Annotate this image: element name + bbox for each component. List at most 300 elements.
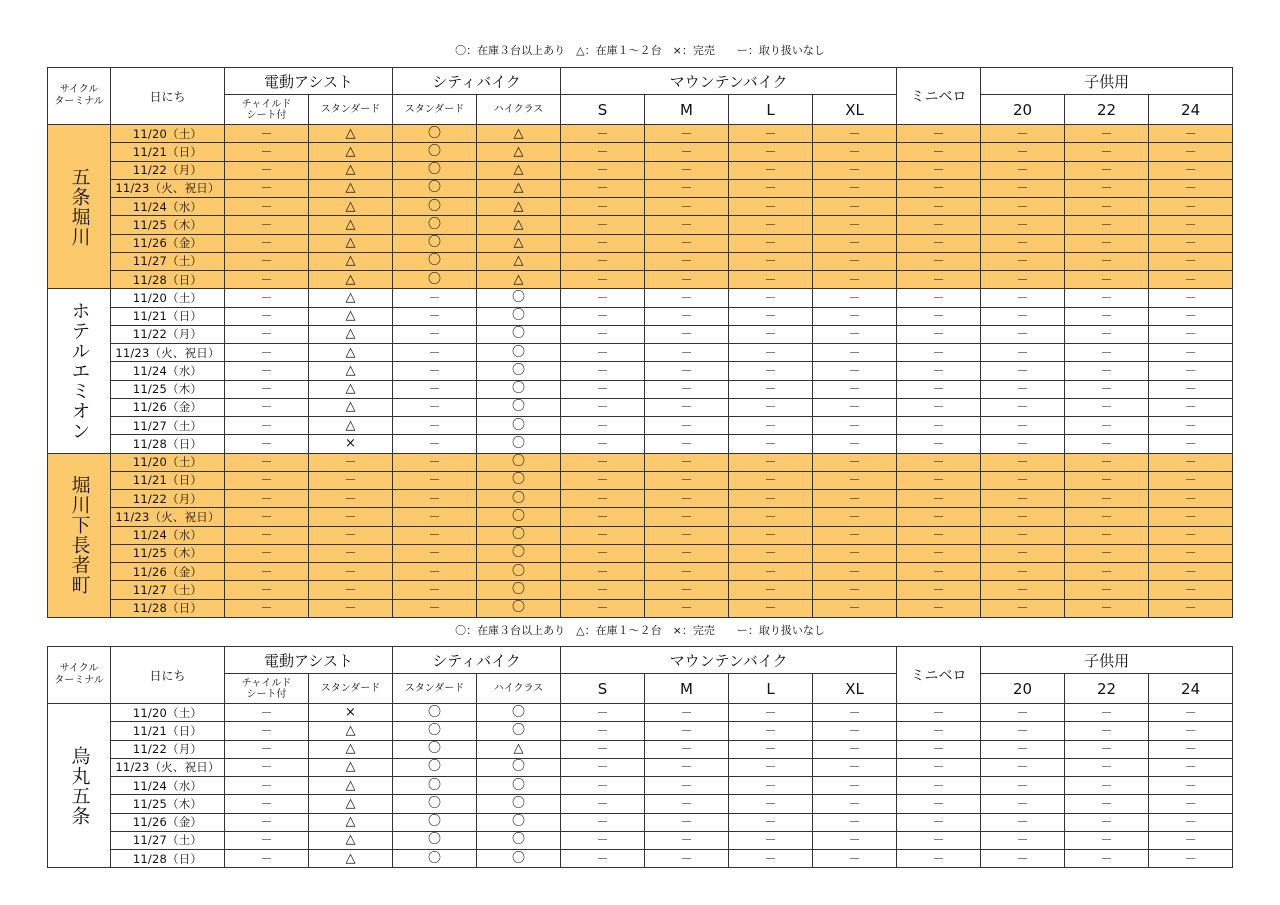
stock-cell: － — [225, 722, 309, 740]
stock-cell: － — [561, 252, 645, 270]
stock-cell: － — [729, 198, 813, 216]
stock-cell: － — [645, 722, 729, 740]
stock-cell: － — [897, 289, 981, 307]
terminal-name-vertical — [48, 746, 110, 826]
stock-cell: △ — [477, 125, 561, 143]
stock-cell: － — [897, 198, 981, 216]
stock-cell: 〇 — [393, 758, 477, 776]
stock-cell: △ — [309, 362, 393, 380]
stock-cell: － — [561, 563, 645, 581]
stock-cell: 〇 — [477, 795, 561, 813]
stock-cell: × — [309, 435, 393, 453]
stock-cell: － — [897, 704, 981, 722]
date-cell: 11/20（土） — [111, 704, 225, 722]
stock-cell: － — [225, 398, 309, 416]
stock-cell: － — [1149, 599, 1233, 617]
header-kids: 子供用 — [981, 647, 1233, 674]
stock-cell: 〇 — [393, 216, 477, 234]
stock-cell: － — [897, 471, 981, 489]
stock-cell: － — [813, 471, 897, 489]
stock-table-1 — [47, 67, 1233, 618]
stock-cell: △ — [309, 289, 393, 307]
stock-cell: － — [897, 490, 981, 508]
header-city: シティバイク — [393, 647, 561, 674]
stock-cell: － — [225, 471, 309, 489]
table-row — [48, 307, 1233, 325]
stock-cell: － — [729, 234, 813, 252]
stock-cell: － — [561, 795, 645, 813]
header-k20: 20 — [981, 95, 1065, 125]
stock-cell: － — [1065, 453, 1149, 471]
stock-cell: － — [1149, 850, 1233, 868]
date-cell: 11/26（金） — [111, 813, 225, 831]
stock-cell: － — [309, 544, 393, 562]
stock-cell: △ — [309, 813, 393, 831]
header-standard-assist: スタンダード — [309, 95, 393, 125]
header-assist: 電動アシスト — [225, 647, 393, 674]
terminal-name-vertical — [48, 167, 110, 247]
stock-cell: － — [1149, 179, 1233, 197]
stock-cell: － — [729, 544, 813, 562]
stock-cell: △ — [309, 380, 393, 398]
stock-cell: － — [561, 599, 645, 617]
legend-bottom: 〇：在庫３台以上あり △：在庫１～２台 ×：完売 ー：取り扱いなし — [455, 624, 825, 637]
stock-cell: － — [729, 453, 813, 471]
header-xl: XL — [813, 95, 897, 125]
date-cell: 11/20（土） — [111, 125, 225, 143]
stock-cell: － — [897, 125, 981, 143]
stock-cell: － — [1065, 581, 1149, 599]
stock-cell: － — [897, 362, 981, 380]
table-row — [48, 179, 1233, 197]
stock-cell: － — [1065, 143, 1149, 161]
stock-cell: － — [813, 271, 897, 289]
stock-cell: － — [1065, 252, 1149, 270]
stock-cell: － — [225, 234, 309, 252]
stock-cell: － — [813, 795, 897, 813]
stock-cell: － — [729, 289, 813, 307]
stock-cell: － — [561, 216, 645, 234]
stock-cell: － — [813, 307, 897, 325]
date-cell: 11/27（土） — [111, 417, 225, 435]
stock-cell: － — [1065, 813, 1149, 831]
stock-cell: － — [981, 380, 1065, 398]
stock-cell: － — [813, 704, 897, 722]
stock-cell: － — [561, 325, 645, 343]
stock-cell: － — [225, 344, 309, 362]
stock-cell: － — [1149, 831, 1233, 849]
stock-cell: － — [981, 307, 1065, 325]
date-cell: 11/22（月） — [111, 490, 225, 508]
stock-cell: － — [897, 234, 981, 252]
stock-cell: － — [813, 289, 897, 307]
stock-cell: － — [813, 398, 897, 416]
stock-cell: － — [225, 508, 309, 526]
stock-cell: － — [1149, 398, 1233, 416]
stock-cell: － — [1065, 417, 1149, 435]
date-cell: 11/26（金） — [111, 234, 225, 252]
stock-cell: － — [1065, 508, 1149, 526]
stock-cell: － — [897, 831, 981, 849]
stock-cell: － — [1065, 344, 1149, 362]
stock-cell: － — [393, 325, 477, 343]
stock-cell: △ — [477, 252, 561, 270]
stock-cell: － — [813, 526, 897, 544]
stock-cell: － — [1065, 795, 1149, 813]
stock-cell: － — [981, 544, 1065, 562]
stock-cell: － — [897, 435, 981, 453]
stock-cell: － — [645, 125, 729, 143]
stock-cell: － — [1065, 179, 1149, 197]
stock-cell: － — [813, 380, 897, 398]
stock-cell: 〇 — [393, 740, 477, 758]
date-cell: 11/25（木） — [111, 216, 225, 234]
stock-cell: － — [729, 526, 813, 544]
table-row — [48, 271, 1233, 289]
stock-cell: － — [393, 344, 477, 362]
stock-cell: － — [729, 344, 813, 362]
stock-cell: － — [897, 813, 981, 831]
stock-cell: － — [225, 563, 309, 581]
table-row — [48, 563, 1233, 581]
stock-cell: － — [1065, 325, 1149, 343]
stock-cell: － — [813, 599, 897, 617]
header-mountain: マウンテンバイク — [561, 647, 897, 674]
stock-cell: － — [561, 704, 645, 722]
stock-cell: － — [813, 722, 897, 740]
stock-cell: － — [561, 398, 645, 416]
stock-cell: － — [645, 490, 729, 508]
table-row — [48, 453, 1233, 471]
date-cell: 11/27（土） — [111, 252, 225, 270]
stock-cell: － — [1065, 490, 1149, 508]
stock-cell: － — [225, 216, 309, 234]
stock-cell: － — [729, 398, 813, 416]
table-row — [48, 777, 1233, 795]
terminal-name-vertical — [48, 475, 110, 595]
stock-cell: － — [393, 526, 477, 544]
header-high-class: ハイクラス — [477, 674, 561, 704]
stock-cell: － — [645, 307, 729, 325]
stock-cell: － — [645, 758, 729, 776]
stock-cell: － — [1065, 216, 1149, 234]
stock-cell: － — [729, 125, 813, 143]
stock-cell: － — [981, 453, 1065, 471]
stock-cell: － — [561, 490, 645, 508]
stock-cell: － — [561, 307, 645, 325]
stock-cell: 〇 — [393, 813, 477, 831]
table-row — [48, 325, 1233, 343]
stock-cell: － — [561, 362, 645, 380]
stock-cell: － — [1065, 850, 1149, 868]
stock-cell: △ — [309, 252, 393, 270]
stock-cell: 〇 — [477, 490, 561, 508]
stock-cell: － — [645, 380, 729, 398]
date-cell: 11/21（日） — [111, 471, 225, 489]
stock-cell: － — [897, 777, 981, 795]
stock-cell: － — [981, 831, 1065, 849]
terminal-name — [48, 453, 111, 617]
stock-cell: － — [813, 252, 897, 270]
stock-cell: － — [1149, 234, 1233, 252]
stock-cell: － — [645, 398, 729, 416]
stock-cell: － — [981, 234, 1065, 252]
stock-cell: － — [225, 380, 309, 398]
table-row — [48, 795, 1233, 813]
stock-cell: － — [813, 362, 897, 380]
stock-cell: － — [981, 563, 1065, 581]
stock-cell: 〇 — [393, 777, 477, 795]
header-row-groups — [48, 68, 1233, 95]
stock-cell: － — [813, 325, 897, 343]
stock-cell: － — [225, 813, 309, 831]
stock-cell: △ — [309, 325, 393, 343]
stock-cell: － — [729, 795, 813, 813]
table-row — [48, 344, 1233, 362]
stock-cell: － — [813, 563, 897, 581]
terminal-name-text: 五条堀川 — [68, 166, 91, 247]
stock-cell: － — [393, 289, 477, 307]
stock-cell: － — [645, 850, 729, 868]
stock-cell: － — [1149, 777, 1233, 795]
stock-cell: － — [897, 526, 981, 544]
table-row — [48, 850, 1233, 868]
stock-cell: － — [225, 252, 309, 270]
stock-cell: － — [393, 398, 477, 416]
stock-cell: － — [813, 758, 897, 776]
stock-cell: － — [897, 740, 981, 758]
stock-cell: － — [225, 704, 309, 722]
stock-cell: 〇 — [393, 161, 477, 179]
stock-cell: － — [729, 435, 813, 453]
stock-cell: － — [1065, 289, 1149, 307]
stock-cell: － — [981, 813, 1065, 831]
stock-cell: △ — [309, 850, 393, 868]
stock-cell: － — [393, 417, 477, 435]
date-cell: 11/23（火、祝日） — [111, 508, 225, 526]
stock-cell: － — [1149, 563, 1233, 581]
stock-cell: 〇 — [477, 398, 561, 416]
stock-cell: － — [729, 599, 813, 617]
stock-cell: － — [645, 813, 729, 831]
stock-cell: － — [897, 563, 981, 581]
table-row — [48, 362, 1233, 380]
stock-cell: △ — [309, 417, 393, 435]
stock-cell: － — [729, 813, 813, 831]
stock-cell: － — [1065, 777, 1149, 795]
date-cell: 11/25（木） — [111, 544, 225, 562]
stock-cell: － — [561, 234, 645, 252]
stock-cell: － — [561, 471, 645, 489]
table-row — [48, 198, 1233, 216]
stock-cell: － — [813, 490, 897, 508]
stock-cell: － — [225, 795, 309, 813]
date-cell: 11/20（土） — [111, 289, 225, 307]
stock-cell: 〇 — [477, 289, 561, 307]
header-kids: 子供用 — [981, 68, 1233, 95]
stock-cell: 〇 — [393, 850, 477, 868]
stock-cell: － — [1149, 740, 1233, 758]
header-date: 日にち — [111, 647, 225, 704]
stock-cell: － — [813, 143, 897, 161]
stock-cell: － — [1149, 435, 1233, 453]
header-mountain: マウンテンバイク — [561, 68, 897, 95]
stock-cell: 〇 — [477, 307, 561, 325]
stock-cell: － — [645, 179, 729, 197]
stock-cell: － — [897, 795, 981, 813]
stock-cell: △ — [309, 795, 393, 813]
table-row — [48, 526, 1233, 544]
stock-cell: － — [645, 271, 729, 289]
stock-cell: － — [645, 453, 729, 471]
header-city: シティバイク — [393, 68, 561, 95]
table-row — [48, 380, 1233, 398]
stock-cell: △ — [309, 161, 393, 179]
stock-cell: － — [645, 435, 729, 453]
stock-cell: △ — [477, 179, 561, 197]
stock-cell: － — [897, 271, 981, 289]
header-standard-assist: スタンダード — [309, 674, 393, 704]
stock-cell: 〇 — [477, 508, 561, 526]
stock-cell: － — [813, 581, 897, 599]
stock-cell: － — [897, 453, 981, 471]
stock-cell: － — [225, 831, 309, 849]
header-m: M — [645, 95, 729, 125]
header-standard-city: スタンダード — [393, 95, 477, 125]
stock-cell: 〇 — [477, 563, 561, 581]
stock-cell: × — [309, 704, 393, 722]
header-s: S — [561, 95, 645, 125]
legend-top: 〇：在庫３台以上あり △：在庫１～２台 ×：完売 ー：取り扱いなし — [455, 44, 825, 57]
stock-cell: － — [981, 777, 1065, 795]
stock-cell: － — [645, 777, 729, 795]
stock-cell: － — [561, 179, 645, 197]
stock-cell: － — [309, 508, 393, 526]
stock-cell: 〇 — [477, 813, 561, 831]
stock-cell: － — [561, 544, 645, 562]
stock-cell: － — [981, 417, 1065, 435]
stock-cell: － — [813, 544, 897, 562]
header-terminal: サイクル ターミナル — [48, 68, 111, 125]
stock-cell: － — [729, 417, 813, 435]
stock-cell: － — [813, 777, 897, 795]
stock-cell: － — [561, 722, 645, 740]
stock-cell: － — [645, 581, 729, 599]
table-row — [48, 417, 1233, 435]
stock-cell: － — [645, 526, 729, 544]
stock-cell: － — [1065, 758, 1149, 776]
table-row — [48, 740, 1233, 758]
stock-cell: － — [981, 599, 1065, 617]
stock-cell: － — [981, 289, 1065, 307]
stock-cell: － — [561, 435, 645, 453]
stock-cell: － — [897, 599, 981, 617]
stock-cell: － — [729, 563, 813, 581]
header-k24: 24 — [1149, 674, 1233, 704]
stock-cell: 〇 — [477, 471, 561, 489]
stock-cell: － — [561, 380, 645, 398]
stock-cell: － — [645, 198, 729, 216]
header-mini: ミニベロ — [897, 647, 981, 704]
stock-cell: － — [981, 471, 1065, 489]
stock-cell: 〇 — [477, 599, 561, 617]
date-cell: 11/27（土） — [111, 831, 225, 849]
stock-cell: － — [729, 722, 813, 740]
table-row — [48, 252, 1233, 270]
stock-cell: － — [981, 198, 1065, 216]
stock-cell: △ — [309, 722, 393, 740]
date-cell: 11/28（日） — [111, 599, 225, 617]
stock-cell: － — [225, 581, 309, 599]
stock-cell: － — [1149, 216, 1233, 234]
stock-cell: 〇 — [393, 831, 477, 849]
stock-cell: － — [897, 307, 981, 325]
stock-cell: － — [1149, 362, 1233, 380]
stock-cell: － — [897, 544, 981, 562]
stock-cell: － — [393, 490, 477, 508]
stock-cell: － — [729, 307, 813, 325]
stock-cell: △ — [309, 344, 393, 362]
date-cell: 11/23（火、祝日） — [111, 179, 225, 197]
stock-cell: 〇 — [477, 435, 561, 453]
stock-cell: － — [645, 143, 729, 161]
terminal-name — [48, 289, 111, 453]
stock-cell: 〇 — [393, 271, 477, 289]
date-cell: 11/28（日） — [111, 435, 225, 453]
header-k24: 24 — [1149, 95, 1233, 125]
stock-cell: － — [225, 777, 309, 795]
stock-cell: － — [981, 125, 1065, 143]
table-row — [48, 813, 1233, 831]
stock-cell: △ — [309, 179, 393, 197]
stock-cell: － — [897, 252, 981, 270]
stock-cell: － — [645, 216, 729, 234]
stock-cell: － — [645, 234, 729, 252]
header-xl: XL — [813, 674, 897, 704]
stock-cell: － — [981, 795, 1065, 813]
stock-cell: － — [645, 344, 729, 362]
stock-cell: － — [393, 435, 477, 453]
stock-cell: △ — [309, 125, 393, 143]
stock-cell: 〇 — [393, 722, 477, 740]
terminal-name-text: 堀川下長者町 — [68, 475, 91, 596]
stock-cell: － — [729, 850, 813, 868]
stock-cell: － — [981, 179, 1065, 197]
stock-cell: － — [729, 325, 813, 343]
stock-cell: 〇 — [393, 795, 477, 813]
stock-cell: － — [309, 471, 393, 489]
date-cell: 11/22（月） — [111, 161, 225, 179]
stock-cell: － — [897, 344, 981, 362]
stock-cell: － — [897, 161, 981, 179]
stock-cell: － — [645, 362, 729, 380]
stock-cell: － — [813, 417, 897, 435]
stock-cell: － — [645, 795, 729, 813]
table-row — [48, 508, 1233, 526]
stock-cell: － — [225, 271, 309, 289]
stock-cell: － — [561, 198, 645, 216]
stock-cell: 〇 — [477, 362, 561, 380]
stock-cell: － — [1149, 307, 1233, 325]
stock-cell: － — [813, 234, 897, 252]
stock-cell: 〇 — [477, 453, 561, 471]
stock-cell: － — [225, 179, 309, 197]
table-row — [48, 581, 1233, 599]
stock-cell: － — [729, 581, 813, 599]
stock-cell: － — [1149, 508, 1233, 526]
stock-cell: － — [729, 216, 813, 234]
date-cell: 11/24（水） — [111, 777, 225, 795]
